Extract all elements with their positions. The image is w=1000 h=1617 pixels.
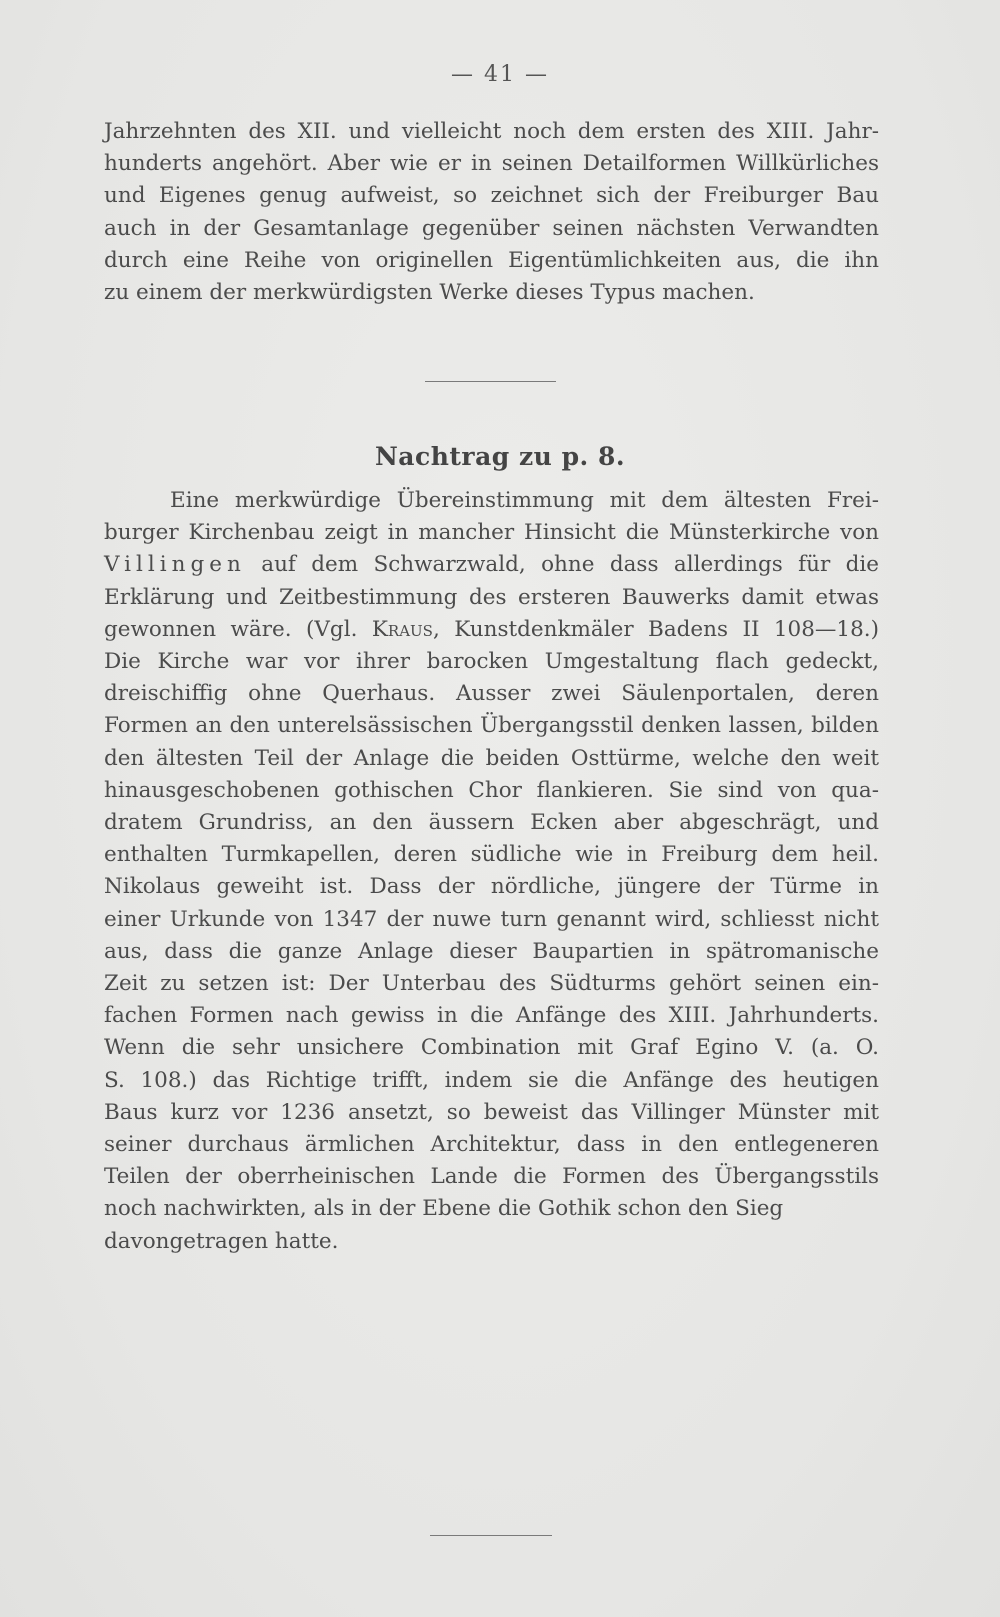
text-line: einer Urkunde von 1347 der nuwe turn genannt wird, schliesst nicht bbox=[104, 906, 879, 932]
text-line: den ältesten Teil der Anlage die beiden Osttürme, welche den weit bbox=[104, 745, 879, 771]
text-line: S. 108.) das Richtige trifft, indem sie die Anfänge des heutigen bbox=[104, 1067, 879, 1093]
text-line: auch in der Gesamtanlage gegenüber seinen nächsten Verwandten bbox=[104, 215, 879, 241]
text-line bbox=[104, 614, 879, 646]
text-segment: , Kunstdenkmäler Badens II 108—18.) bbox=[432, 616, 879, 642]
section-divider bbox=[425, 381, 556, 382]
text-line: enthalten Turmkapellen, deren südliche wie in Freiburg dem heil. bbox=[104, 842, 879, 868]
text-line: Wenn die sehr unsichere Combination mit Graf Egino V. (a. O. bbox=[104, 1035, 879, 1061]
text-line: Die Kirche war vor ihrer barocken Umgestaltung flach gedeckt, bbox=[104, 649, 879, 675]
text-line: Teilen der oberrheinischen Lande die Formen des Übergangsstils bbox=[104, 1164, 879, 1190]
text-line: burger Kirchenbau zeigt in mancher Hinsicht die Münsterkirche von bbox=[104, 520, 879, 546]
paragraph-continuation bbox=[104, 116, 879, 309]
text-line bbox=[104, 549, 879, 581]
author-name-smallcaps: Kraus bbox=[371, 616, 433, 642]
text-line: und Eigenes genug aufweist, so zeichnet sich der Freiburger Bau bbox=[104, 183, 879, 209]
text-line: seiner durchaus ärmlichen Architektur, dass in den entlegeneren bbox=[104, 1132, 879, 1158]
text-line: dreischiffig ohne Querhaus. Ausser zwei Säulenportalen, deren bbox=[104, 681, 879, 707]
text-line: dratem Grundriss, an den äussern Ecken aber abgeschrägt, und bbox=[104, 810, 879, 836]
text-line: durch eine Reihe von originellen Eigentümlichkeiten aus, die ihn bbox=[104, 247, 879, 273]
paragraph-nachtrag bbox=[104, 485, 879, 1258]
text-line: Eine merkwürdige Übereinstimmung mit dem ältesten Frei- bbox=[170, 488, 879, 513]
page-number: — 41 — bbox=[451, 62, 549, 87]
text-segment: auf dem Schwarzwald, ohne dass allerdings für die bbox=[245, 552, 879, 578]
text-line: Jahrzehnten des XII. und vielleicht noch dem ersten des XIII. Jahr- bbox=[104, 119, 879, 144]
section-heading: Nachtrag zu p. 8. bbox=[374, 442, 626, 471]
text-line: aus, dass die ganze Anlage dieser Baupartien in spätromanische bbox=[104, 938, 879, 964]
text-line: hunderts angehört. Aber wie er in seinen Detailformen Willkürliches bbox=[104, 151, 879, 177]
end-divider bbox=[430, 1535, 552, 1536]
text-line: Zeit zu setzen ist: Der Unterbau des Südturms gehört seinen ein- bbox=[104, 971, 879, 997]
text-line: Baus kurz vor 1236 ansetzt, so beweist das Villinger Münster mit bbox=[104, 1099, 879, 1125]
text-line: zu einem der merkwürdigsten Werke dieses Typus machen. bbox=[104, 280, 755, 306]
place-name-spaced: Villingen bbox=[104, 552, 246, 578]
text-segment: gewonnen wäre. (Vgl. bbox=[104, 616, 372, 642]
text-line: Nikolaus geweiht ist. Dass der nördliche, jüngere der Türme in bbox=[104, 874, 879, 900]
text-line: noch nachwirkten, als in der Ebene die Gothik schon den Sieg bbox=[104, 1196, 784, 1222]
text-line: Erklärung und Zeitbestimmung des ersteren Bauwerks damit etwas bbox=[104, 584, 879, 610]
text-line: davongetragen hatte. bbox=[104, 1228, 339, 1254]
text-line: fachen Formen nach gewiss in die Anfänge des XIII. Jahrhunderts. bbox=[104, 1003, 879, 1029]
text-line: Formen an den unterelsässischen Übergangsstil denken lassen, bilden bbox=[104, 713, 879, 739]
text-line: hinausgeschobenen gothischen Chor flankieren. Sie sind von qua- bbox=[104, 777, 879, 803]
